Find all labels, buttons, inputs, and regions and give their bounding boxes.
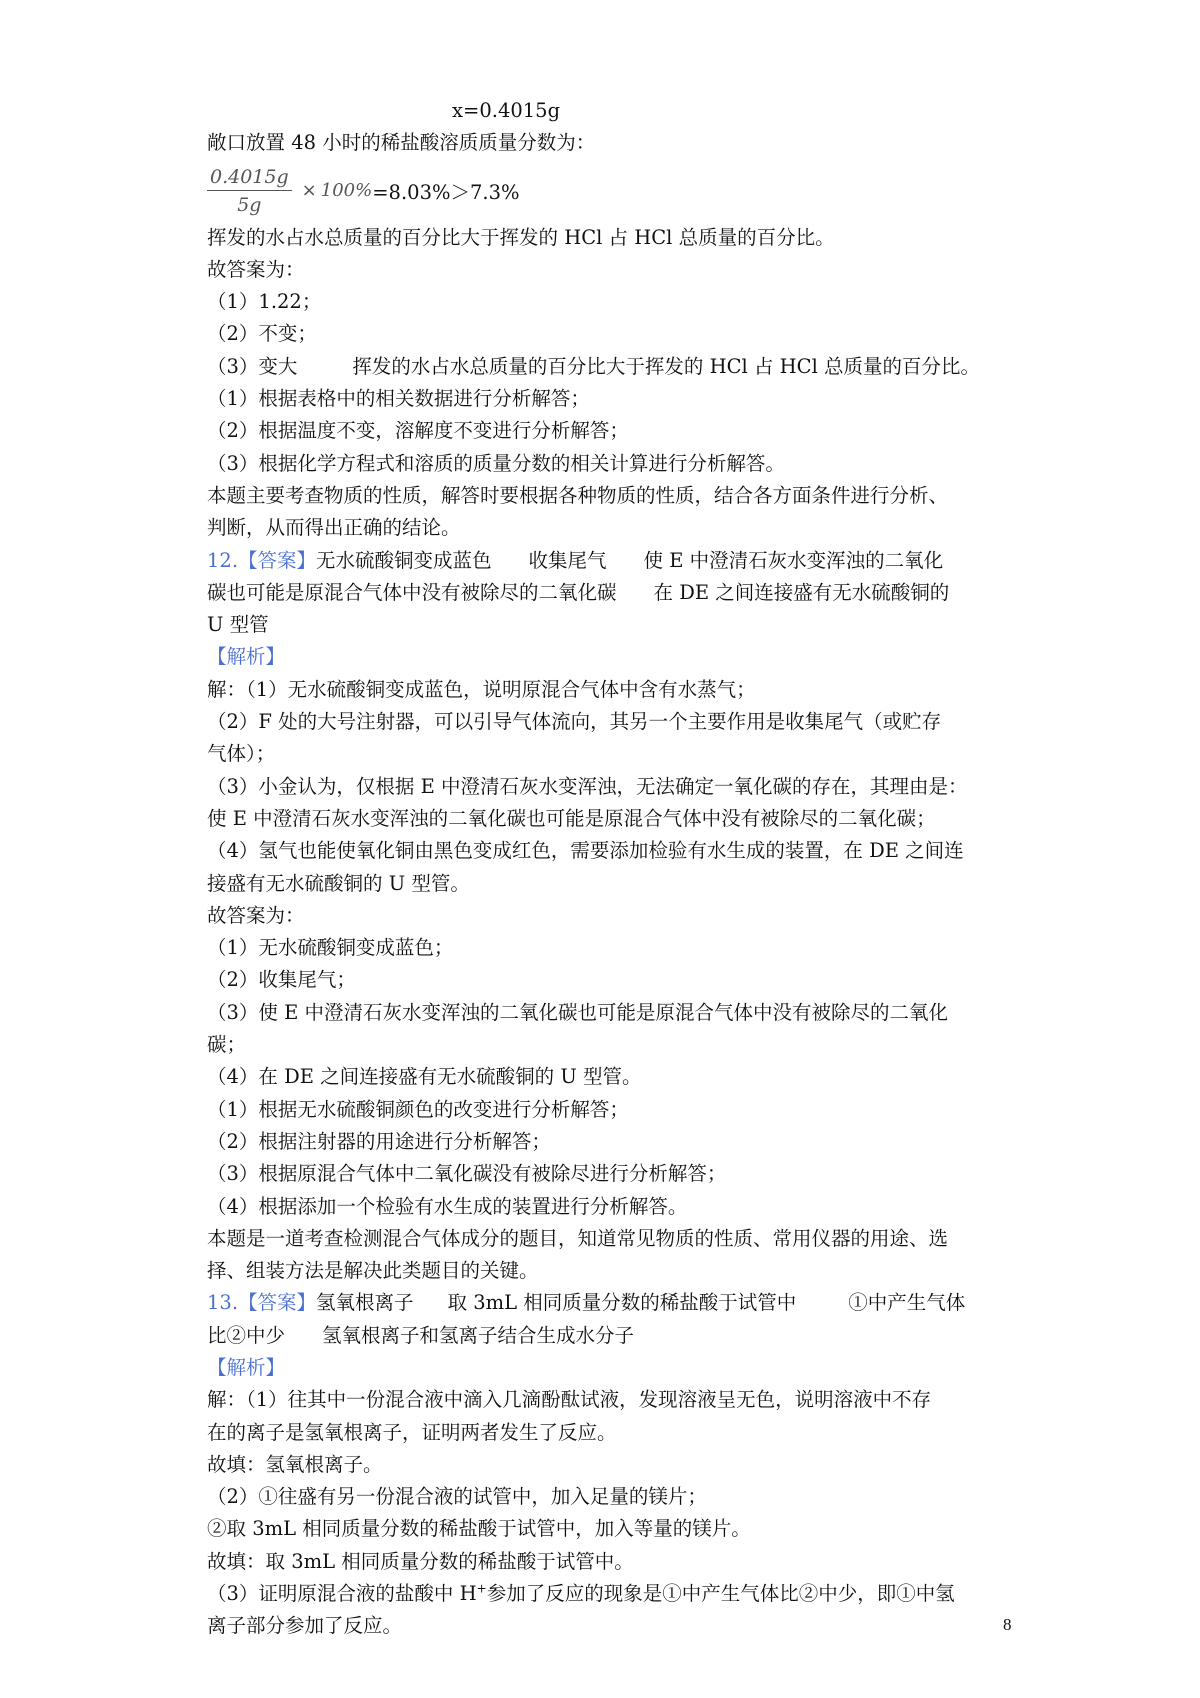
text-line <box>207 1320 1027 1352</box>
text-line: 故答案为： <box>207 903 305 927</box>
text-line: 本题主要考查物质的性质，解答时要根据各种物质的性质，结合各方面条件进行分析、 <box>207 483 949 507</box>
text-line: 故填：氢氧根离子。 <box>207 1452 383 1476</box>
equation-x: x=0.4015g <box>452 99 561 122</box>
text-line: 碳； <box>207 1033 247 1057</box>
percent-factor: 100% <box>320 180 373 202</box>
text-line: 判断，从而得出正确的结论。 <box>207 516 461 540</box>
text-line: U 型管 <box>207 613 269 637</box>
text-line: 故填：取 3mL 相同质量分数的稀盐酸于试管中。 <box>207 1549 634 1573</box>
times-sign: × <box>301 180 317 202</box>
answer-part: 氢氧根离子和氢离子结合生成水分子 <box>322 1323 635 1347</box>
text-line: （4）在 DE 之间连接盛有无水硫酸铜的 U 型管。 <box>207 1065 642 1089</box>
text-line: （1）无水硫酸铜变成蓝色； <box>207 936 454 960</box>
text-part: 参加了反应的现象是①中产生气体比②中少，即①中氢 <box>486 1582 955 1606</box>
text-line: （2）①往盛有另一份混合液的试管中，加入足量的镁片； <box>207 1485 707 1509</box>
answer-part: 碳也可能是原混合气体中没有被除尽的二氧化碳 <box>207 580 617 604</box>
answer-line-12 <box>207 545 1027 577</box>
text-line: 敞口放置 48 小时的稀盐酸溶质质量分数为： <box>207 131 596 155</box>
text-line: 离子部分参加了反应。 <box>207 1614 403 1638</box>
answer-part: 无水硫酸铜变成蓝色 <box>316 548 492 572</box>
text-line: 气体）； <box>207 742 276 766</box>
answer-part: 取 3mL 相同质量分数的稀盐酸于试管中 <box>447 1291 797 1315</box>
fraction-numerator: 0.4015g <box>210 165 289 188</box>
text-line: （3）根据化学方程式和溶质的质量分数的相关计算进行分析解答。 <box>207 451 785 475</box>
formula-result: =8.03%＞7.3% <box>372 180 520 204</box>
analysis-heading: 【解析】 <box>207 1355 286 1379</box>
answer-heading-12: 12.【答案】 <box>207 548 317 572</box>
text-line: （2）根据注射器的用途进行分析解答； <box>207 1129 551 1153</box>
text-line: （3）使 E 中澄清石灰水变浑浊的二氧化碳也可能是原混合气体中没有被除尽的二氧化 <box>207 1000 949 1024</box>
answer-part: 使 E 中澄清石灰水变浑浊的二氧化 <box>643 548 944 572</box>
text-line: （1）1.22； <box>207 290 322 314</box>
answer-part: 收集尾气 <box>528 548 607 572</box>
text-line: 解：（1）往其中一份混合液中滴入几滴酚酞试液，发现溶液呈无色，说明溶液中不存 <box>207 1388 932 1412</box>
answer-line-13 <box>207 1287 1027 1319</box>
text-line <box>207 1578 1027 1610</box>
analysis-heading: 【解析】 <box>207 645 286 669</box>
answer-part: （3）变大 <box>207 354 298 378</box>
text-line: 接盛有无水硫酸铜的 U 型管。 <box>207 871 470 895</box>
text-line: （2）根据温度不变，溶解度不变进行分析解答； <box>207 419 629 443</box>
text-line: 挥发的水占水总质量的百分比大于挥发的 HCl 占 HCl 总质量的百分比。 <box>207 225 835 249</box>
text-line: （4）根据添加一个检验有水生成的装置进行分析解答。 <box>207 1194 688 1218</box>
text-line <box>207 577 1027 609</box>
text-line: （1）根据表格中的相关数据进行分析解答； <box>207 387 590 411</box>
answer-part: 挥发的水占水总质量的百分比大于挥发的 HCl 占 HCl 总质量的百分比。 <box>352 354 981 378</box>
text-line: 择、组装方法是解决此类题目的关键。 <box>207 1259 539 1283</box>
answer-part: ①中产生气体 <box>848 1291 966 1315</box>
document-body <box>207 95 1027 1643</box>
answer-heading-13: 13.【答案】 <box>207 1291 317 1315</box>
page-number: 8 <box>1003 1615 1012 1634</box>
superscript-plus: + <box>476 1581 487 1596</box>
text-line: （1）根据无水硫酸铜颜色的改变进行分析解答； <box>207 1097 629 1121</box>
fraction <box>207 166 292 216</box>
text-line: （3）根据原混合气体中二氧化碳没有被除尽进行分析解答； <box>207 1162 727 1186</box>
text-line: （3）小金认为，仅根据 E 中澄清石灰水变浑浊，无法确定一氧化碳的存在，其理由是： <box>207 774 968 798</box>
text-line: （2）收集尾气； <box>207 968 356 992</box>
text-line: 在的离子是氢氧根离子，证明两者发生了反应。 <box>207 1420 617 1444</box>
formula <box>207 160 1027 222</box>
text-line: 使 E 中澄清石灰水变浑浊的二氧化碳也可能是原混合气体中没有被除尽的二氧化碳； <box>207 806 936 830</box>
answer-part: 在 DE 之间连接盛有无水硫酸铜的 <box>653 580 950 604</box>
text-line: 故答案为： <box>207 257 305 281</box>
text-line: （2）不变； <box>207 322 317 346</box>
text-line: （4）氢气也能使氧化铜由黑色变成红色，需要添加检验有水生成的装置，在 DE 之间连 <box>207 839 964 863</box>
answer-part: 氢氧根离子 <box>316 1291 414 1315</box>
text-line: （2）F 处的大号注射器，可以引导气体流向，其另一个主要作用是收集尾气（或贮存 <box>207 710 942 734</box>
answer-part: 比②中少 <box>207 1323 286 1347</box>
text-line: ②取 3mL 相同质量分数的稀盐酸于试管中，加入等量的镁片。 <box>207 1517 751 1541</box>
text-part: （3）证明原混合液的盐酸中 H <box>207 1582 477 1606</box>
fraction-denominator: 5g <box>237 193 262 216</box>
text-line: 解：（1）无水硫酸铜变成蓝色，说明原混合气体中含有水蒸气； <box>207 677 756 701</box>
text-line: 本题是一道考查检测混合气体成分的题目，知道常见物质的性质、常用仪器的用途、选 <box>207 1226 949 1250</box>
text-line <box>207 351 1027 383</box>
